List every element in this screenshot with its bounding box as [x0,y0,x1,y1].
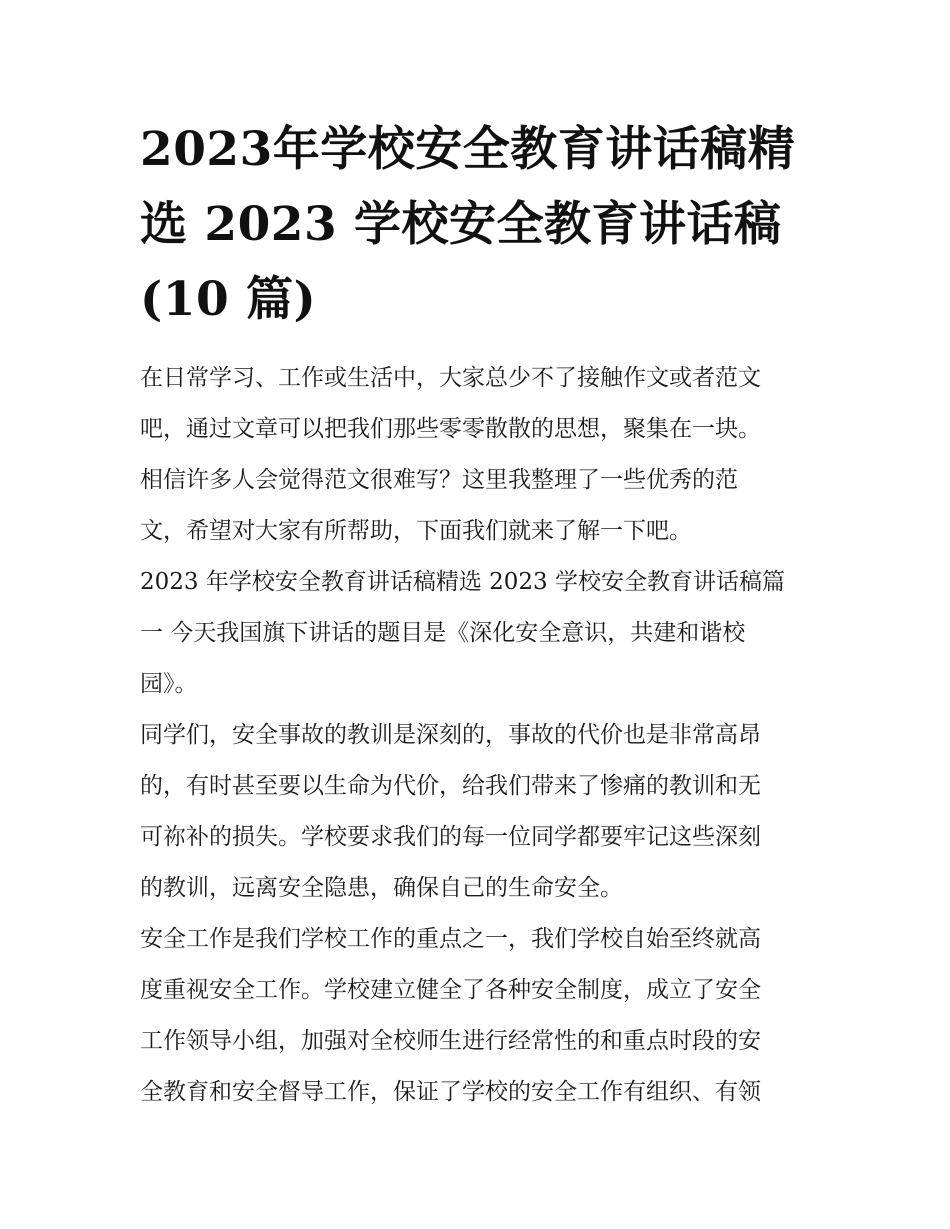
text-line: 文，希望对大家有所帮助，下面我们就来了解一下吧。 [140,518,692,544]
title-line: (10 篇) [140,272,317,327]
text-line: 相信许多人会觉得范文很难写？这里我整理了一些优秀的范 [140,467,738,493]
text-line: 工作领导小组，加强对全校师生进行经常性的和重点时段的安 [140,1028,761,1054]
paragraph-safety-work [140,914,820,1118]
title-line: 2023年学校安全教育讲话稿精 [140,122,796,177]
paragraph-speech-heading [140,557,820,710]
text-line: 一 今天我国旗下讲话的题目是《深化安全意识，共建和谐校 [140,620,746,646]
text-line: 同学们，安全事故的教训是深刻的，事故的代价也是非常高昂 [140,722,761,748]
text-line: 的教训，远离安全隐患，确保自己的生命安全。 [140,875,623,901]
text-line: 2023 年学校安全教育讲话稿精选 2023 学校安全教育讲话稿篇 [140,569,785,595]
text-line: 的，有时甚至要以生命为代价，给我们带来了惨痛的教训和无 [140,773,761,799]
document-title [140,112,820,337]
text-line: 在日常学习、工作或生活中，大家总少不了接触作文或者范文 [140,365,761,391]
text-line: 可祢补的损失。学校要求我们的每一位同学都要牢记这些深刻 [140,824,761,850]
text-line: 园》。 [140,671,198,697]
paragraph-lessons [140,710,820,914]
text-line: 安全工作是我们学校工作的重点之一，我们学校自始至终就高 [140,926,761,952]
document-content [140,112,820,1118]
title-line: 选 2023 学校安全教育讲话稿 [140,197,782,252]
text-line: 度重视安全工作。学校建立健全了各种安全制度，成立了安全 [140,977,761,1003]
paragraph-intro [140,353,820,557]
text-line: 全教育和安全督导工作，保证了学校的安全工作有组织、有领 [140,1079,761,1105]
document-body [140,353,820,1118]
text-line: 吧，通过文章可以把我们那些零零散散的思想，聚集在一块。 [140,416,761,442]
